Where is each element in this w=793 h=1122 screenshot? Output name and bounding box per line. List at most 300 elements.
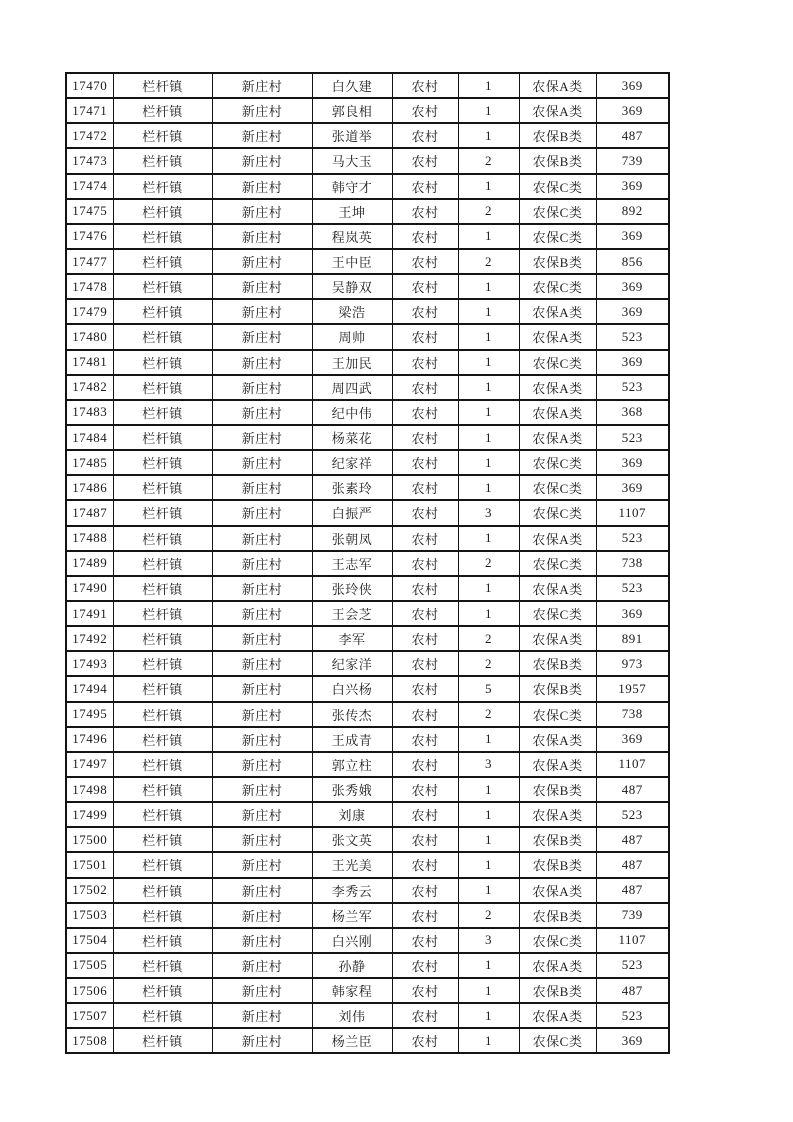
cell-id: 17481 [66,350,113,375]
cell-type: 农村 [392,928,458,953]
cell-village: 新庄村 [212,224,312,249]
cell-id: 17485 [66,450,113,475]
cell-count: 2 [458,148,519,173]
cell-type: 农村 [392,174,458,199]
cell-name: 周四武 [312,375,392,400]
table-row [66,148,669,173]
cell-village: 新庄村 [212,148,312,173]
cell-count: 1 [458,978,519,1003]
table-row [66,400,669,425]
cell-amount: 1107 [596,500,669,525]
cell-category: 农保C类 [519,224,596,249]
cell-id: 17473 [66,148,113,173]
cell-count: 1 [458,450,519,475]
cell-town: 栏杆镇 [113,526,212,551]
cell-count: 1 [458,274,519,299]
cell-count: 1 [458,727,519,752]
cell-category: 农保B类 [519,852,596,877]
cell-name: 马大玉 [312,148,392,173]
cell-village: 新庄村 [212,928,312,953]
cell-category: 农保A类 [519,425,596,450]
cell-amount: 973 [596,651,669,676]
cell-name: 周帅 [312,324,392,349]
cell-amount: 738 [596,702,669,727]
cell-count: 2 [458,626,519,651]
table-row [66,626,669,651]
cell-amount: 523 [596,425,669,450]
cell-count: 1 [458,375,519,400]
cell-town: 栏杆镇 [113,601,212,626]
cell-town: 栏杆镇 [113,98,212,123]
cell-amount: 369 [596,601,669,626]
cell-type: 农村 [392,601,458,626]
cell-id: 17508 [66,1028,113,1053]
table-row [66,852,669,877]
cell-town: 栏杆镇 [113,375,212,400]
table-row [66,299,669,324]
cell-count: 1 [458,576,519,601]
data-table [65,72,670,1054]
cell-name: 刘伟 [312,1003,392,1028]
cell-category: 农保A类 [519,98,596,123]
cell-village: 新庄村 [212,702,312,727]
cell-count: 2 [458,249,519,274]
cell-category: 农保A类 [519,375,596,400]
cell-type: 农村 [392,953,458,978]
cell-amount: 1107 [596,752,669,777]
cell-count: 1 [458,73,519,98]
cell-type: 农村 [392,626,458,651]
cell-type: 农村 [392,1028,458,1053]
cell-village: 新庄村 [212,827,312,852]
cell-type: 农村 [392,727,458,752]
cell-category: 农保B类 [519,777,596,802]
cell-village: 新庄村 [212,199,312,224]
cell-id: 17478 [66,274,113,299]
cell-amount: 523 [596,1003,669,1028]
cell-town: 栏杆镇 [113,475,212,500]
table-row [66,676,669,701]
cell-town: 栏杆镇 [113,978,212,1003]
cell-category: 农保A类 [519,727,596,752]
cell-amount: 369 [596,1028,669,1053]
cell-id: 17503 [66,903,113,928]
cell-village: 新庄村 [212,475,312,500]
cell-id: 17477 [66,249,113,274]
cell-type: 农村 [392,576,458,601]
cell-type: 农村 [392,827,458,852]
table-row [66,551,669,576]
cell-village: 新庄村 [212,450,312,475]
table-row [66,174,669,199]
table-row [66,727,669,752]
cell-id: 17479 [66,299,113,324]
cell-name: 白兴杨 [312,676,392,701]
cell-count: 1 [458,400,519,425]
cell-amount: 523 [596,375,669,400]
cell-town: 栏杆镇 [113,199,212,224]
table-row [66,123,669,148]
cell-town: 栏杆镇 [113,752,212,777]
cell-count: 1 [458,777,519,802]
cell-town: 栏杆镇 [113,651,212,676]
cell-name: 李秀云 [312,878,392,903]
table-row [66,324,669,349]
cell-category: 农保A类 [519,953,596,978]
cell-village: 新庄村 [212,953,312,978]
cell-category: 农保A类 [519,576,596,601]
cell-town: 栏杆镇 [113,878,212,903]
cell-count: 1 [458,98,519,123]
cell-id: 17483 [66,400,113,425]
table-row [66,601,669,626]
cell-id: 17493 [66,651,113,676]
cell-name: 纪家洋 [312,651,392,676]
cell-type: 农村 [392,676,458,701]
table-row [66,199,669,224]
cell-village: 新庄村 [212,551,312,576]
cell-amount: 369 [596,450,669,475]
cell-name: 杨兰军 [312,903,392,928]
cell-category: 农保B类 [519,903,596,928]
cell-type: 农村 [392,526,458,551]
cell-town: 栏杆镇 [113,1003,212,1028]
cell-village: 新庄村 [212,752,312,777]
cell-amount: 487 [596,827,669,852]
cell-town: 栏杆镇 [113,1028,212,1053]
cell-name: 张道举 [312,123,392,148]
cell-name: 杨菜花 [312,425,392,450]
table-row [66,878,669,903]
table-row [66,249,669,274]
cell-category: 农保C类 [519,928,596,953]
cell-type: 农村 [392,1003,458,1028]
cell-village: 新庄村 [212,350,312,375]
table-row [66,953,669,978]
cell-category: 农保C类 [519,174,596,199]
cell-village: 新庄村 [212,500,312,525]
cell-category: 农保B类 [519,148,596,173]
table-row [66,576,669,601]
cell-category: 农保B类 [519,676,596,701]
cell-id: 17489 [66,551,113,576]
table-row [66,777,669,802]
cell-name: 张文英 [312,827,392,852]
cell-type: 农村 [392,123,458,148]
cell-id: 17498 [66,777,113,802]
cell-category: 农保C类 [519,274,596,299]
cell-town: 栏杆镇 [113,802,212,827]
cell-village: 新庄村 [212,123,312,148]
cell-name: 白兴刚 [312,928,392,953]
cell-amount: 369 [596,224,669,249]
cell-category: 农保A类 [519,73,596,98]
cell-town: 栏杆镇 [113,123,212,148]
cell-town: 栏杆镇 [113,827,212,852]
cell-town: 栏杆镇 [113,324,212,349]
cell-amount: 369 [596,350,669,375]
cell-name: 纪家祥 [312,450,392,475]
cell-amount: 369 [596,174,669,199]
cell-village: 新庄村 [212,777,312,802]
cell-category: 农保A类 [519,526,596,551]
cell-type: 农村 [392,148,458,173]
cell-count: 1 [458,324,519,349]
cell-type: 农村 [392,249,458,274]
table-row [66,752,669,777]
cell-village: 新庄村 [212,601,312,626]
cell-amount: 487 [596,978,669,1003]
cell-category: 农保A类 [519,324,596,349]
cell-type: 农村 [392,224,458,249]
cell-category: 农保B类 [519,827,596,852]
cell-village: 新庄村 [212,676,312,701]
cell-amount: 523 [596,324,669,349]
cell-count: 1 [458,299,519,324]
cell-type: 农村 [392,852,458,877]
cell-category: 农保A类 [519,878,596,903]
table-row [66,651,669,676]
cell-amount: 1957 [596,676,669,701]
cell-amount: 369 [596,475,669,500]
cell-type: 农村 [392,500,458,525]
table-row [66,903,669,928]
cell-type: 农村 [392,878,458,903]
cell-town: 栏杆镇 [113,148,212,173]
cell-id: 17499 [66,802,113,827]
cell-count: 1 [458,953,519,978]
cell-amount: 487 [596,777,669,802]
cell-village: 新庄村 [212,651,312,676]
cell-name: 白振严 [312,500,392,525]
table-row [66,827,669,852]
cell-count: 3 [458,928,519,953]
cell-count: 1 [458,802,519,827]
cell-count: 1 [458,425,519,450]
cell-amount: 369 [596,274,669,299]
cell-category: 农保A类 [519,626,596,651]
cell-id: 17490 [66,576,113,601]
cell-category: 农保A类 [519,400,596,425]
cell-village: 新庄村 [212,274,312,299]
cell-amount: 891 [596,626,669,651]
table-row [66,802,669,827]
cell-count: 2 [458,702,519,727]
cell-type: 农村 [392,425,458,450]
cell-town: 栏杆镇 [113,953,212,978]
cell-type: 农村 [392,802,458,827]
cell-amount: 856 [596,249,669,274]
cell-name: 王光美 [312,852,392,877]
table-row [66,526,669,551]
cell-count: 1 [458,475,519,500]
cell-village: 新庄村 [212,400,312,425]
cell-amount: 523 [596,526,669,551]
cell-name: 王成青 [312,727,392,752]
cell-amount: 369 [596,98,669,123]
cell-count: 1 [458,224,519,249]
cell-type: 农村 [392,475,458,500]
cell-amount: 368 [596,400,669,425]
cell-count: 1 [458,123,519,148]
cell-id: 17471 [66,98,113,123]
cell-name: 郭良相 [312,98,392,123]
cell-count: 1 [458,526,519,551]
cell-category: 农保B类 [519,123,596,148]
cell-name: 王加民 [312,350,392,375]
cell-amount: 738 [596,551,669,576]
cell-name: 王会芝 [312,601,392,626]
cell-name: 韩家程 [312,978,392,1003]
cell-id: 17492 [66,626,113,651]
cell-id: 17504 [66,928,113,953]
cell-name: 纪中伟 [312,400,392,425]
cell-id: 17496 [66,727,113,752]
cell-town: 栏杆镇 [113,676,212,701]
cell-name: 程岚英 [312,224,392,249]
cell-name: 梁浩 [312,299,392,324]
cell-village: 新庄村 [212,1003,312,1028]
cell-category: 农保C类 [519,350,596,375]
cell-category: 农保B类 [519,651,596,676]
cell-type: 农村 [392,450,458,475]
cell-name: 韩守才 [312,174,392,199]
cell-name: 李军 [312,626,392,651]
cell-town: 栏杆镇 [113,903,212,928]
cell-category: 农保C类 [519,199,596,224]
cell-category: 农保C类 [519,500,596,525]
cell-amount: 523 [596,802,669,827]
cell-name: 张传杰 [312,702,392,727]
table-row [66,274,669,299]
cell-count: 1 [458,878,519,903]
cell-town: 栏杆镇 [113,299,212,324]
cell-id: 17494 [66,676,113,701]
cell-type: 农村 [392,73,458,98]
table-row [66,73,669,98]
cell-village: 新庄村 [212,526,312,551]
cell-name: 刘康 [312,802,392,827]
cell-name: 张玲侠 [312,576,392,601]
cell-type: 农村 [392,400,458,425]
cell-id: 17472 [66,123,113,148]
cell-id: 17495 [66,702,113,727]
cell-category: 农保C类 [519,1028,596,1053]
cell-town: 栏杆镇 [113,777,212,802]
cell-id: 17480 [66,324,113,349]
cell-amount: 523 [596,576,669,601]
cell-village: 新庄村 [212,73,312,98]
cell-id: 17497 [66,752,113,777]
cell-amount: 369 [596,73,669,98]
table-row [66,702,669,727]
cell-count: 2 [458,651,519,676]
cell-type: 农村 [392,551,458,576]
cell-id: 17470 [66,73,113,98]
cell-id: 17474 [66,174,113,199]
cell-category: 农保A类 [519,299,596,324]
cell-town: 栏杆镇 [113,852,212,877]
cell-village: 新庄村 [212,576,312,601]
cell-category: 农保C类 [519,475,596,500]
cell-town: 栏杆镇 [113,174,212,199]
cell-town: 栏杆镇 [113,500,212,525]
cell-village: 新庄村 [212,727,312,752]
cell-town: 栏杆镇 [113,425,212,450]
cell-count: 2 [458,199,519,224]
cell-id: 17507 [66,1003,113,1028]
cell-category: 农保C类 [519,702,596,727]
cell-amount: 369 [596,727,669,752]
cell-count: 1 [458,350,519,375]
cell-town: 栏杆镇 [113,576,212,601]
cell-village: 新庄村 [212,878,312,903]
cell-town: 栏杆镇 [113,928,212,953]
cell-name: 孙静 [312,953,392,978]
cell-village: 新庄村 [212,852,312,877]
cell-id: 17506 [66,978,113,1003]
table-row [66,500,669,525]
cell-category: 农保C类 [519,601,596,626]
cell-id: 17475 [66,199,113,224]
cell-type: 农村 [392,299,458,324]
cell-count: 1 [458,1028,519,1053]
table-row [66,1003,669,1028]
cell-town: 栏杆镇 [113,350,212,375]
cell-town: 栏杆镇 [113,551,212,576]
table-row [66,224,669,249]
table-row [66,375,669,400]
cell-count: 1 [458,174,519,199]
cell-count: 1 [458,601,519,626]
cell-town: 栏杆镇 [113,727,212,752]
cell-type: 农村 [392,274,458,299]
cell-type: 农村 [392,777,458,802]
cell-category: 农保B类 [519,978,596,1003]
cell-amount: 487 [596,878,669,903]
cell-amount: 369 [596,299,669,324]
cell-amount: 487 [596,852,669,877]
cell-count: 5 [458,676,519,701]
cell-village: 新庄村 [212,626,312,651]
cell-town: 栏杆镇 [113,224,212,249]
cell-count: 1 [458,1003,519,1028]
cell-id: 17476 [66,224,113,249]
cell-id: 17505 [66,953,113,978]
cell-town: 栏杆镇 [113,702,212,727]
cell-category: 农保C类 [519,551,596,576]
cell-village: 新庄村 [212,249,312,274]
cell-name: 白久建 [312,73,392,98]
table-row [66,978,669,1003]
cell-name: 杨兰臣 [312,1028,392,1053]
cell-village: 新庄村 [212,903,312,928]
cell-village: 新庄村 [212,978,312,1003]
cell-type: 农村 [392,651,458,676]
cell-name: 王志军 [312,551,392,576]
cell-name: 王中臣 [312,249,392,274]
cell-town: 栏杆镇 [113,274,212,299]
cell-count: 1 [458,852,519,877]
cell-category: 农保A类 [519,752,596,777]
cell-id: 17491 [66,601,113,626]
table-row [66,350,669,375]
cell-count: 3 [458,500,519,525]
table-body [66,73,669,1053]
cell-id: 17502 [66,878,113,903]
cell-village: 新庄村 [212,1028,312,1053]
cell-type: 农村 [392,978,458,1003]
